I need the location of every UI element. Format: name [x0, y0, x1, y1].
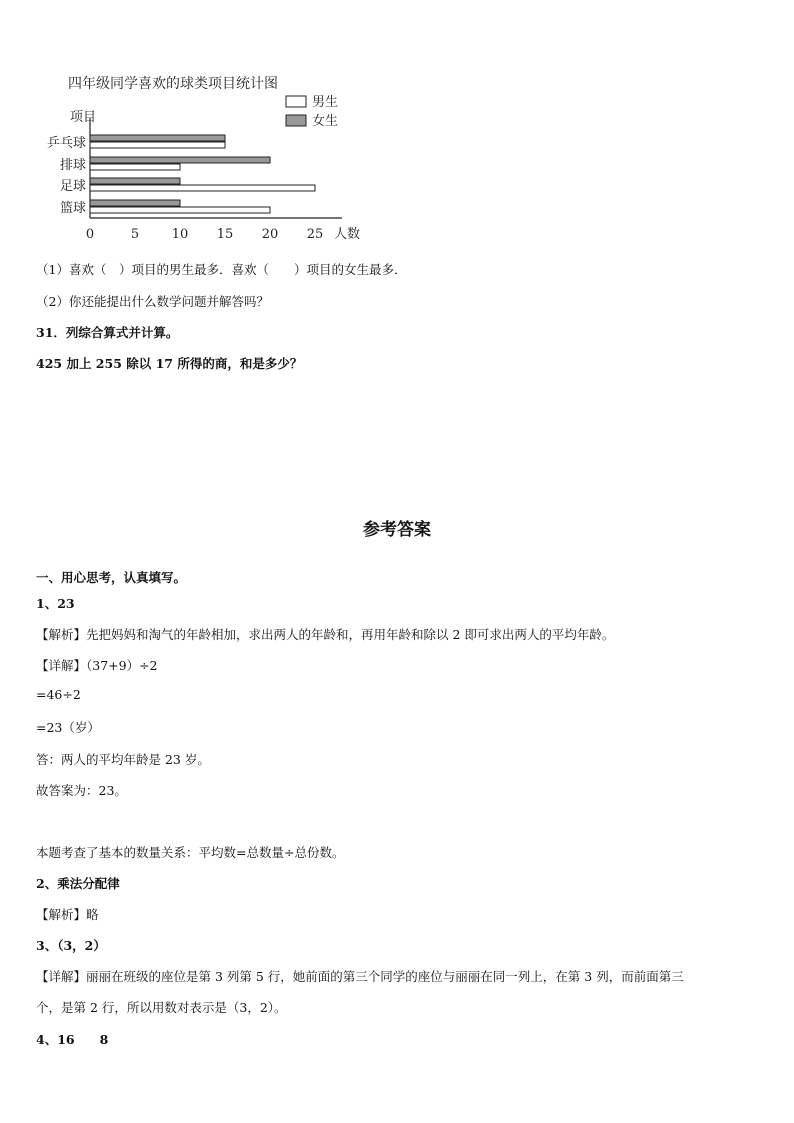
question-1: （1）喜欢（ ）项目的男生最多．喜欢（ ）项目的女生最多． — [36, 262, 407, 277]
bars-group — [90, 135, 315, 213]
legend-swatch-girls — [286, 115, 306, 126]
category-label: 乒乓球 — [46, 136, 86, 151]
question-31-body: 425 加上 255 除以 17 所得的商，和是多少？ — [36, 356, 303, 371]
section-1-heading: 一、用心思考，认真填写。 — [36, 570, 187, 585]
answer-1-detail: 【详解】（37+9）÷2 — [36, 658, 158, 673]
x-tick-label: 5 — [130, 227, 140, 242]
bar-girls — [90, 135, 225, 141]
legend-label-girls: 女生 — [312, 114, 339, 129]
answer-1-step-2: =46÷2 — [36, 687, 81, 702]
x-tick-label: 15 — [216, 227, 234, 242]
answer-1-note: 本题考查了基本的数量关系：平均数=总数量÷总份数。 — [36, 845, 345, 860]
answer-3-detail-line-1: 【详解】丽丽在班级的座位是第 3 列第 5 行，她前面的第三个同学的座位与丽丽在同一列上，在第 3 列，而前面第三 — [36, 969, 684, 984]
answer-1-final: 故答案为：23。 — [36, 783, 127, 798]
chart-title: 四年级同学喜欢的球类项目统计图 — [68, 76, 278, 92]
x-tick-label: 0 — [85, 227, 95, 242]
x-tick-label: 10 — [171, 227, 189, 242]
answer-2: 2、乘法分配律 — [36, 876, 120, 891]
answer-3: 3、（3，2） — [36, 938, 106, 953]
answer-4: 4、16 8 — [36, 1032, 109, 1047]
answer-1: 1、23 — [36, 596, 75, 611]
answers-title: 参考答案 — [363, 520, 431, 540]
question-31-heading: 31．列综合算式并计算。 — [36, 325, 179, 340]
y-axis-label: 项目 — [70, 110, 97, 125]
answer-2-analysis: 【解析】略 — [36, 907, 99, 922]
answer-1-step-3: =23（岁） — [36, 720, 100, 735]
category-label: 排球 — [59, 158, 86, 173]
x-tick-label: 25 — [306, 227, 324, 242]
legend-swatch-boys — [286, 96, 306, 107]
answer-1-analysis: 【解析】先把妈妈和淘气的年龄相加，求出两人的年龄和，再用年龄和除以 2 即可求出两人的平均年龄。 — [36, 627, 615, 642]
category-label: 足球 — [59, 179, 86, 194]
x-axis-label: 人数 — [334, 227, 361, 242]
bar-boys — [90, 207, 270, 213]
x-tick-label: 20 — [261, 227, 279, 242]
bar-girls — [90, 178, 180, 184]
question-2: （2）你还能提出什么数学问题并解答吗？ — [36, 294, 269, 309]
chart-svg — [30, 68, 390, 248]
bar-boys — [90, 142, 225, 148]
bar-boys — [90, 185, 315, 191]
category-label: 篮球 — [59, 201, 86, 216]
bar-boys — [90, 164, 180, 170]
bar-girls — [90, 200, 180, 206]
answer-1-sentence: 答：两人的平均年龄是 23 岁。 — [36, 752, 210, 767]
legend-label-boys: 男生 — [312, 95, 339, 110]
bar-chart — [30, 68, 390, 248]
answer-3-detail-line-2: 个，是第 2 行，所以用数对表示是（3，2）。 — [36, 1000, 287, 1015]
bar-girls — [90, 157, 270, 163]
